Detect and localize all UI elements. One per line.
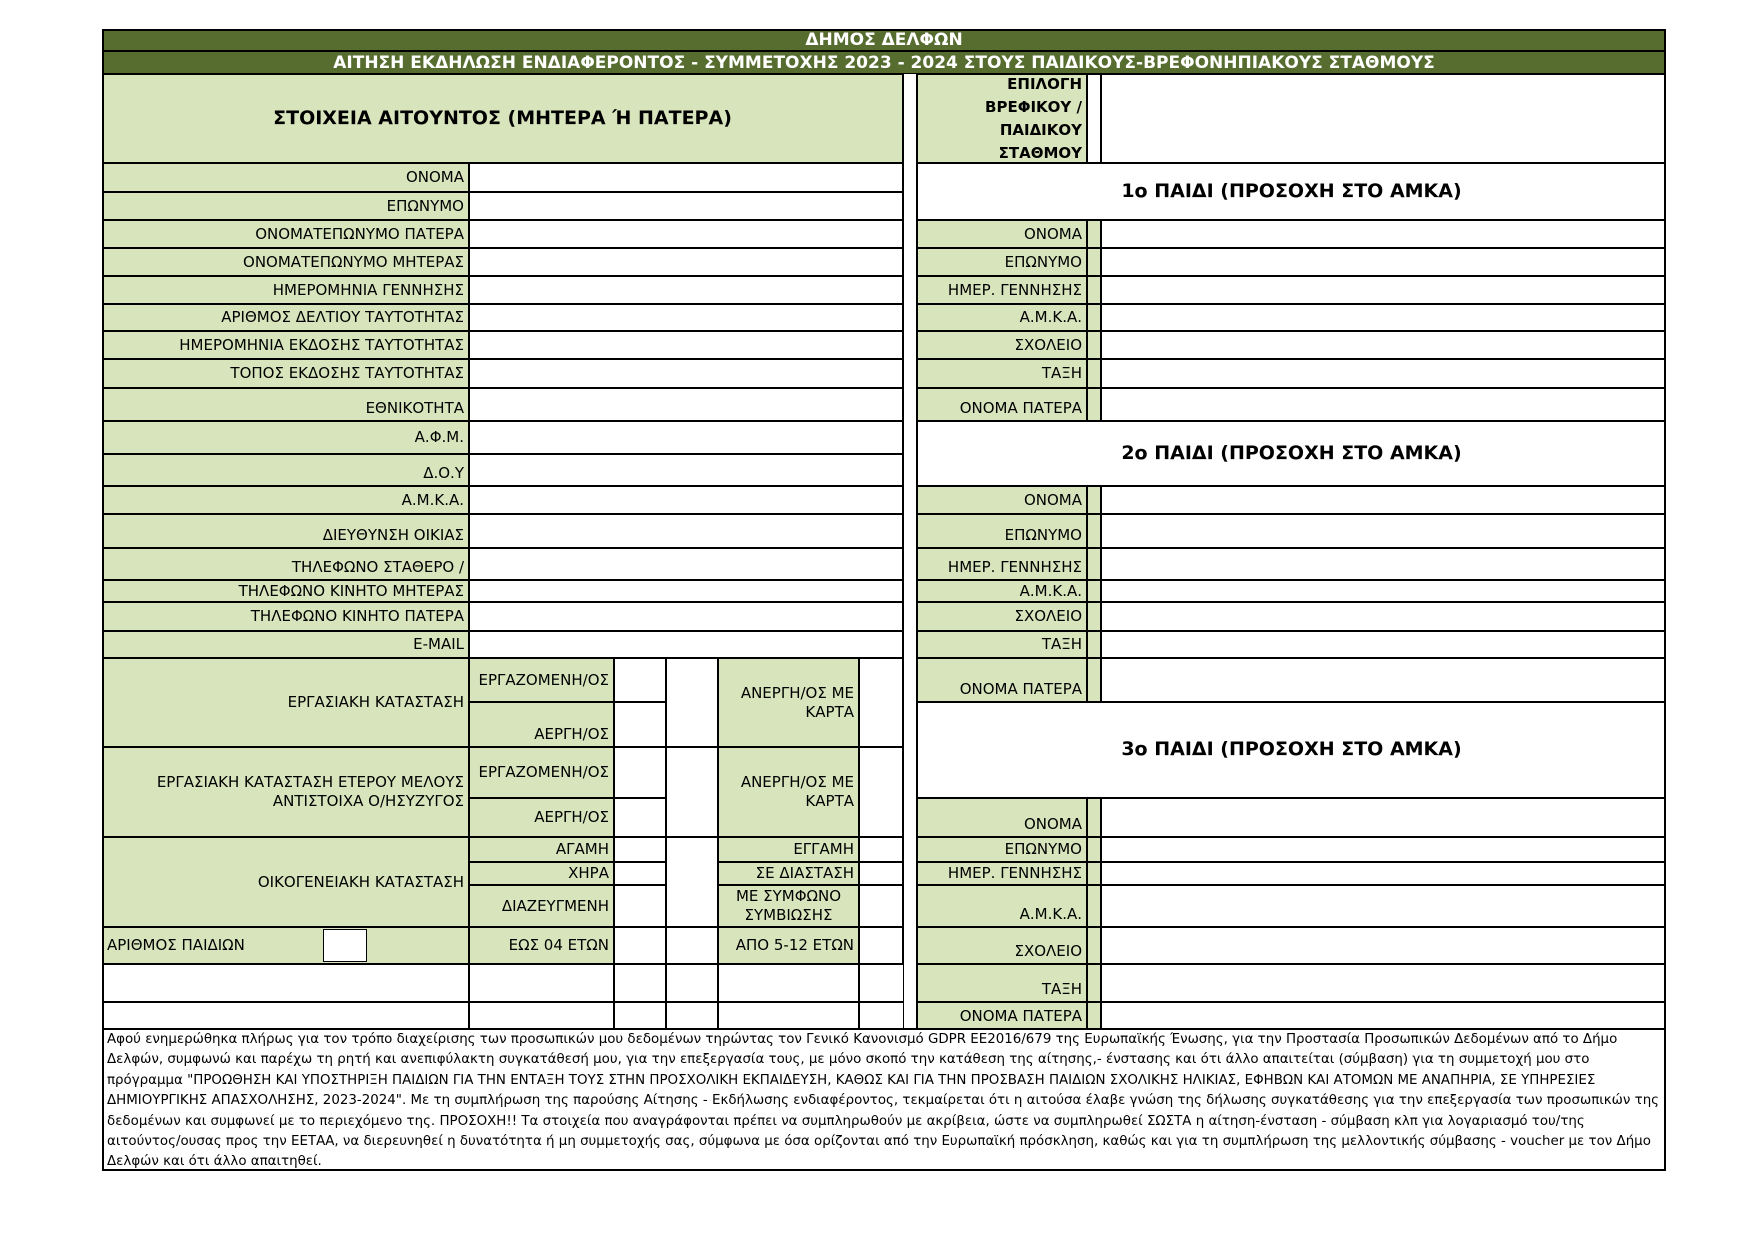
child-3-amka-label: Α.Μ.Κ.Α. [917, 885, 1087, 927]
id-issue-date-field[interactable] [469, 331, 903, 359]
phone-mother-field[interactable] [469, 580, 903, 602]
row-gap [1087, 885, 1101, 927]
divorced-checkbox[interactable] [614, 885, 666, 927]
row-gap [1087, 248, 1101, 276]
child-2-father-name-field[interactable] [1101, 658, 1666, 702]
mother-full-name-label: ΟΝΟΜΑΤΕΠΩΝΥΜΟ ΜΗΤΕΡΑΣ [102, 248, 469, 276]
employed-label: ΕΡΓΑΖΟΜΕΝΗ/ΟΣ [469, 658, 614, 702]
child-2-class-field[interactable] [1101, 631, 1666, 658]
nationality-field[interactable] [469, 388, 903, 421]
child-1-first-name-field[interactable] [1101, 220, 1666, 248]
spouse-idle-checkbox[interactable] [614, 798, 666, 837]
children-count-label: ΑΡΙΘΜΟΣ ΠΑΙΔΙΩΝ [102, 927, 469, 964]
row-gap [1087, 602, 1101, 631]
id-issue-place-label: ΤΟΠΟΣ ΕΚΔΟΣΗΣ ΤΑΥΤΟΤΗΤΑΣ [102, 359, 469, 388]
child-1-school-label: ΣΧΟΛΕΙΟ [917, 331, 1087, 359]
up-to-4-label: ΕΩΣ 04 ΕΤΩΝ [469, 927, 614, 964]
mother-full-name-field[interactable] [469, 248, 903, 276]
blank-cell [666, 964, 718, 1002]
child-2-first-name-label: ΟΝΟΜΑ [917, 486, 1087, 514]
id-issue-place-field[interactable] [469, 359, 903, 388]
children-spacer [666, 927, 718, 964]
blank-cell [718, 964, 859, 1002]
row-gap [1087, 486, 1101, 514]
child-3-school-field[interactable] [1101, 927, 1666, 964]
child-1-first-name-label: ΟΝΟΜΑ [917, 220, 1087, 248]
child-3-first-name-label: ΟΝΟΜΑ [917, 798, 1087, 837]
id-number-field[interactable] [469, 304, 903, 331]
applicant-birth-date-label: ΗΜΕΡΟΜΗΝΙΑ ΓΕΝΝΗΣΗΣ [102, 276, 469, 304]
child-1-amka-label: Α.Μ.Κ.Α. [917, 304, 1087, 331]
blank-cell [614, 1002, 666, 1029]
child-3-amka-field[interactable] [1101, 885, 1666, 927]
municipality-title: ΔΗΜΟΣ ΔΕΛΦΩΝ [102, 29, 1666, 51]
phone-landline-label: ΤΗΛΕΦΩΝΟ ΣΤΑΘΕΡΟ / [102, 548, 469, 580]
child-2-father-name-label: ΟΝΟΜΑ ΠΑΤΕΡΑ [917, 658, 1087, 702]
from-5-to-12-label: ΑΠΟ 5-12 ΕΤΩΝ [718, 927, 859, 964]
child-1-last-name-label: ΕΠΩΝΥΜΟ [917, 248, 1087, 276]
blank-cell [469, 1002, 614, 1029]
row-gap [1087, 837, 1101, 862]
row-gap [1087, 220, 1101, 248]
email-label: E-MAIL [102, 631, 469, 658]
afm-label: Α.Φ.Μ. [102, 421, 469, 454]
applicant-amka-field[interactable] [469, 486, 903, 514]
single-label: ΑΓΑΜΗ [469, 837, 614, 862]
spouse-employed-label: ΕΡΓΑΖΟΜΕΝΗ/ΟΣ [469, 747, 614, 798]
child-3-title: 3ο ΠΑΙΔΙ (ΠΡΟΣΟΧΗ ΣΤΟ ΑΜΚΑ) [917, 702, 1666, 798]
employment-status-label: ΕΡΓΑΣΙΑΚΗ ΚΑΤΑΣΤΑΣΗ [102, 658, 469, 747]
row-gap [1087, 1002, 1101, 1029]
blank-cell [102, 964, 469, 1002]
employed-checkbox[interactable] [614, 658, 666, 702]
phone-mother-label: ΤΗΛΕΦΩΝΟ ΚΙΝΗΤΟ ΜΗΤΕΡΑΣ [102, 580, 469, 602]
phone-landline-field[interactable] [469, 548, 903, 580]
row-gap [1087, 304, 1101, 331]
station-choice-label: ΕΠΙΛΟΓΗ ΒΡΕΦΙΚΟΥ / ΠΑΙΔΙΚΟΥ ΣΤΑΘΜΟΥ [917, 74, 1087, 163]
id-number-label: ΑΡΙΘΜΟΣ ΔΕΛΤΙΟΥ ΤΑΥΤΟΤΗΤΑΣ [102, 304, 469, 331]
doy-field[interactable] [469, 454, 903, 486]
employment-spacer [666, 658, 718, 747]
child-2-title: 2ο ΠΑΙΔΙ (ΠΡΟΣΟΧΗ ΣΤΟ ΑΜΚΑ) [917, 421, 1666, 486]
blank-cell [718, 1002, 859, 1029]
column-gap [903, 74, 917, 1029]
applicant-section-title: ΣΤΟΙΧΕΙΑ ΑΙΤΟΥΝΤΟΣ (ΜΗΤΕΡΑ Ή ΠΑΤΕΡΑ) [102, 74, 903, 163]
child-2-last-name-label: ΕΠΩΝΥΜΟ [917, 514, 1087, 548]
child-3-father-name-label: ΟΝΟΜΑ ΠΑΤΕΡΑ [917, 1002, 1087, 1029]
child-1-last-name-field[interactable] [1101, 248, 1666, 276]
row-gap [1087, 514, 1101, 548]
row-gap [1087, 964, 1101, 1002]
child-2-birth-date-label: ΗΜΕΡ. ΓΕΝΝΗΣΗΣ [917, 548, 1087, 580]
child-1-father-name-field[interactable] [1101, 388, 1666, 421]
cohabitation-checkbox[interactable] [859, 885, 903, 927]
child-3-birth-date-field[interactable] [1101, 862, 1666, 885]
marital-spacer [666, 837, 718, 927]
child-2-amka-label: Α.Μ.Κ.Α. [917, 580, 1087, 602]
blank-cell [102, 1002, 469, 1029]
row-gap [1087, 388, 1101, 421]
row-gap [1087, 927, 1101, 964]
up-to-4-field[interactable] [614, 927, 666, 964]
child-3-first-name-field[interactable] [1101, 798, 1666, 837]
row-gap [1087, 862, 1101, 885]
spouse-idle-label: ΑΕΡΓΗ/ΟΣ [469, 798, 614, 837]
cohabitation-label: ΜΕ ΣΥΜΦΩΝΟ ΣΥΜΒΙΩΣΗΣ [718, 885, 859, 927]
form-title: ΑΙΤΗΣΗ ΕΚΔΗΛΩΣΗ ΕΝΔΙΑΦΕΡΟΝΤΟΣ - ΣΥΜΜΕΤΟΧΗΣ 2023 - 2024 ΣΤΟΥΣ ΠΑΙΔΙΚΟΥΣ-ΒΡΕΦΟΝΗΠΙΑΚΟΥΣ ΣΤΑΘΜΟΥΣ [102, 51, 1666, 74]
child-1-class-label: ΤΑΞΗ [917, 359, 1087, 388]
child-2-birth-date-field[interactable] [1101, 548, 1666, 580]
child-2-first-name-field[interactable] [1101, 486, 1666, 514]
row-gap [1087, 276, 1101, 304]
id-issue-date-label: ΗΜΕΡΟΜΗΝΙΑ ΕΚΔΟΣΗΣ ΤΑΥΤΟΤΗΤΑΣ [102, 331, 469, 359]
spouse-employed-checkbox[interactable] [614, 747, 666, 798]
child-3-school-label: ΣΧΟΛΕΙΟ [917, 927, 1087, 964]
phone-father-field[interactable] [469, 602, 903, 631]
child-3-birth-date-label: ΗΜΕΡ. ΓΕΝΝΗΣΗΣ [917, 862, 1087, 885]
marital-status-label: ΟΙΚΟΓΕΝΕΙΑΚΗ ΚΑΤΑΣΤΑΣΗ [102, 837, 469, 927]
applicant-last-name-label: ΕΠΩΝΥΜΟ [102, 192, 469, 220]
phone-father-label: ΤΗΛΕΦΩΝΟ ΚΙΝΗΤΟ ΠΑΤΕΡΑ [102, 602, 469, 631]
idle-label: ΑΕΡΓΗ/ΟΣ [469, 702, 614, 747]
spouse-employment-status-label: ΕΡΓΑΣΙΑΚΗ ΚΑΤΑΣΤΑΣΗ ΕΤΕΡΟΥ ΜΕΛΟΥΣ ΑΝΤΙΣΤΟΙΧΑ Ο/ΗΣΥΖΥΓΟΣ [102, 747, 469, 837]
child-3-father-name-field[interactable] [1101, 1002, 1666, 1029]
afm-field[interactable] [469, 421, 903, 454]
child-1-school-field[interactable] [1101, 331, 1666, 359]
applicant-first-name-label: ΟΝΟΜΑ [102, 163, 469, 192]
from-5-to-12-field[interactable] [859, 927, 903, 964]
address-field[interactable] [469, 514, 903, 548]
child-1-birth-date-field[interactable] [1101, 276, 1666, 304]
child-2-class-label: ΤΑΞΗ [917, 631, 1087, 658]
row-gap [1087, 580, 1101, 602]
child-1-birth-date-label: ΗΜΕΡ. ΓΕΝΝΗΣΗΣ [917, 276, 1087, 304]
blank-cell [666, 1002, 718, 1029]
child-2-school-field[interactable] [1101, 602, 1666, 631]
single-checkbox[interactable] [614, 837, 666, 862]
row-gap [1087, 548, 1101, 580]
child-1-father-name-label: ΟΝΟΜΑ ΠΑΤΕΡΑ [917, 388, 1087, 421]
child-2-amka-field[interactable] [1101, 580, 1666, 602]
address-label: ΔΙΕΥΘΥΝΣΗ ΟΙΚΙΑΣ [102, 514, 469, 548]
blank-cell [469, 964, 614, 1002]
doy-label: Δ.Ο.Υ [102, 454, 469, 486]
consent-text: Αφού ενημερώθηκα πλήρως για τον τρόπο διαχείρισης των προσωπικών μου δεδομένων τηρώντας τον Γενικό Κανονισμό GDPR ΕΕ2016/679 της Ευρωπαϊκής Ένωσης, για την Προστασία Προσωπικών Δεδομένων από το Δήμο Δελφών, συμφωνώ και παρέχω τη ρητή και ανεπιφύλακτη συγκατάθεσή μου, για την επεξεργασία τους, με μόνο σκοπό την κατάθεση της αίτησης,- ένστασης και ότι άλλο απαιτείται (σύμβαση) για τη συμμετοχή μου στο πρόγραμμα "ΠΡΟΩΘΗΣΗ ΚΑΙ ΥΠΟΣΤΗΡΙΞΗ ΠΑΙΔΙΩΝ ΓΙΑ ΤΗΝ ΕΝΤΑΞΗ ΤΟΥΣ ΣΤΗΝ ΠΡΟΣΧΟΛΙΚΗ ΕΚΠΑΙΔΕΥΣΗ, ΚΑΘΩΣ ΚΑΙ ΓΙΑ ΤΗΝ ΠΡΟΣΒΑΣΗ ΠΑΙΔΙΩΝ ΣΧΟΛΙΚΗΣ ΗΛΙΚΙΑΣ, ΕΦΗΒΩΝ ΚΑΙ ΑΤΟΜΩΝ ΜΕ ΑΝΑΠΗΡΙΑ, ΣΕ ΥΠΗΡΕΣΙΕΣ ΔΗΜΙΟΥΡΓΙΚΗΣ ΑΠΑΣΧΟΛΗΣΗΣ, 2023-2024". Με τη συμπλήρωση της παρούσης Αίτησης - Εκδήλωσης ενδιαφέροντος, τεκμαίρεται ότι η αιτούσα έλαβε γνώση της δήλωσης συγκατάθεσης για την επεξεργασία των προσωπικών της δεδομένων και συμφωνεί με το περιεχόμενο της. ΠΡΟΣΟΧΗ!! Τα στοιχεία που αναγράφονται πρέπει να συμπληρωθούν με ακρίβεια, ώστε να συμπληρωθεί ΣΩΣΤΑ η αίτηση-ένσταση - σύμβαση κλπ για λογαριασμό του/της αιτούντος/ουσας προς την ΕΕΤΑΑ, να διερευνηθεί η δυνατότητα ή μη συμμετοχής σας, σύμφωνα με όσα ορίζονται από την Ευρωπαϊκή πρόσκληση, καθώς και για τη συμπλήρωση της μελλοντικής σύμβασης - voucher με τον Δήμο Δελφών και ότι άλλο απαιτηθεί. [102, 1028, 1666, 1171]
unemployed-card-label: ΑΝΕΡΓΗ/ΟΣ ΜΕ ΚΑΡΤΑ [718, 658, 859, 747]
row-gap [1087, 359, 1101, 388]
row-gap [1087, 798, 1101, 837]
child-2-last-name-field[interactable] [1101, 514, 1666, 548]
row-gap [1087, 631, 1101, 658]
child-3-last-name-field[interactable] [1101, 837, 1666, 862]
spouse-unemployed-card-checkbox[interactable] [859, 747, 903, 837]
widow-label: ΧΗΡΑ [469, 862, 614, 885]
separated-checkbox[interactable] [859, 862, 903, 885]
station-choice-field[interactable] [1101, 74, 1666, 163]
child-1-class-field[interactable] [1101, 359, 1666, 388]
email-field[interactable] [469, 631, 903, 658]
blank-cell [859, 1002, 903, 1029]
married-checkbox[interactable] [859, 837, 903, 862]
father-full-name-label: ΟΝΟΜΑΤΕΠΩΝΥΜΟ ΠΑΤΕΡΑ [102, 220, 469, 248]
child-1-amka-field[interactable] [1101, 304, 1666, 331]
applicant-birth-date-field[interactable] [469, 276, 903, 304]
applicant-first-name-field[interactable] [469, 163, 903, 192]
applicant-last-name-field[interactable] [469, 192, 903, 220]
spouse-unemployed-card-label: ΑΝΕΡΓΗ/ΟΣ ΜΕ ΚΑΡΤΑ [718, 747, 859, 837]
father-full-name-field[interactable] [469, 220, 903, 248]
applicant-amka-label: Α.Μ.Κ.Α. [102, 486, 469, 514]
widow-checkbox[interactable] [614, 862, 666, 885]
blank-cell [614, 964, 666, 1002]
child-3-last-name-label: ΕΠΩΝΥΜΟ [917, 837, 1087, 862]
row-gap [1087, 658, 1101, 702]
children-count-field[interactable] [323, 929, 367, 962]
child-2-school-label: ΣΧΟΛΕΙΟ [917, 602, 1087, 631]
divorced-label: ΔΙΑΖΕΥΓΜΕΝΗ [469, 885, 614, 927]
idle-checkbox[interactable] [614, 702, 666, 747]
child-1-title: 1ο ΠΑΙΔΙ (ΠΡΟΣΟΧΗ ΣΤΟ ΑΜΚΑ) [917, 163, 1666, 220]
row-gap [1087, 331, 1101, 359]
child-3-class-field[interactable] [1101, 964, 1666, 1002]
spouse-employment-spacer [666, 747, 718, 837]
separated-label: ΣΕ ΔΙΑΣΤΑΣΗ [718, 862, 859, 885]
station-choice-gap [1087, 74, 1101, 163]
nationality-label: ΕΘΝΙΚΟΤΗΤΑ [102, 388, 469, 421]
application-form [102, 29, 1666, 1171]
unemployed-card-checkbox[interactable] [859, 658, 903, 747]
married-label: ΕΓΓΑΜΗ [718, 837, 859, 862]
blank-cell [859, 964, 903, 1002]
child-3-class-label: ΤΑΞΗ [917, 964, 1087, 1002]
